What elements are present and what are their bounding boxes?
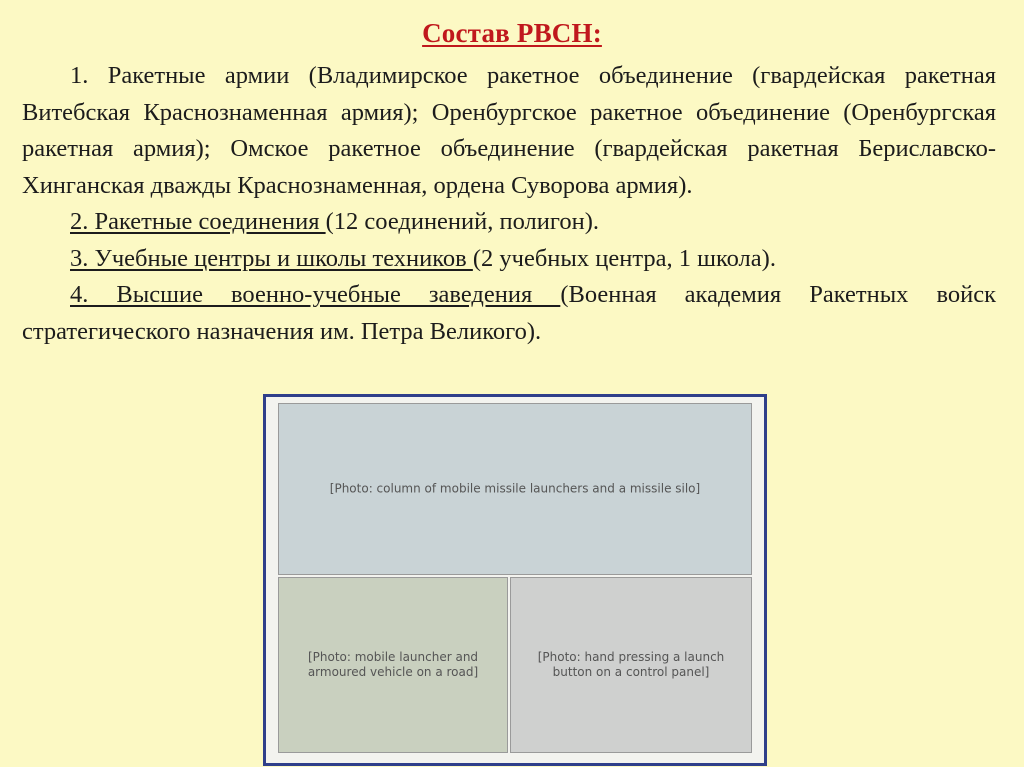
photo-launch-control-panel (510, 577, 752, 753)
photo-launcher-on-road (278, 577, 508, 753)
slide-body (22, 58, 996, 350)
list-item-1-text: (Владимирское ракетное объединение (гвардейская ракетная Витебская Краснознаменная армия); Оренбургское ракетное объединение (Оренбургская ракетная армия); Омское ракетное объединение (гвардейская ракетная Бериславско-Хинганская дважды Краснознаменная, ордена Суворова армия). (22, 62, 996, 199)
list-item-3-text: (2 учебных центра, 1 школа). (472, 244, 776, 272)
list-item-1 (22, 58, 996, 204)
photo-missile-launchers-label: [Photo: column of mobile missile launchers and a missile silo] (329, 481, 701, 496)
photo-missile-launchers (278, 403, 752, 575)
list-item-3-lead: 3. Учебные центры и школы техников (70, 244, 473, 272)
photo-collage (263, 394, 767, 766)
photo-launch-control-panel-label: [Photo: hand pressing a launch button on a control panel] (537, 650, 725, 679)
list-item-2 (22, 204, 996, 241)
slide-title: Состав РВСН: (422, 18, 602, 48)
photo-launcher-on-road-label: [Photo: mobile launcher and armoured vehicle on a road] (307, 650, 479, 679)
list-item-4 (22, 277, 996, 350)
list-item-4-text: (Военная академия Ракетных войск стратегического назначения им. Петра Великого). (22, 281, 997, 345)
list-item-2-text: (12 соединений, полигон). (325, 208, 599, 235)
list-item-1-lead: 1. Ракетные армии (70, 62, 290, 89)
list-item-2-lead: 2. Ракетные соединения (70, 208, 326, 235)
list-item-4-lead: 4. Высшие военно-учебные заведения (70, 281, 561, 308)
list-item-3 (22, 241, 996, 278)
